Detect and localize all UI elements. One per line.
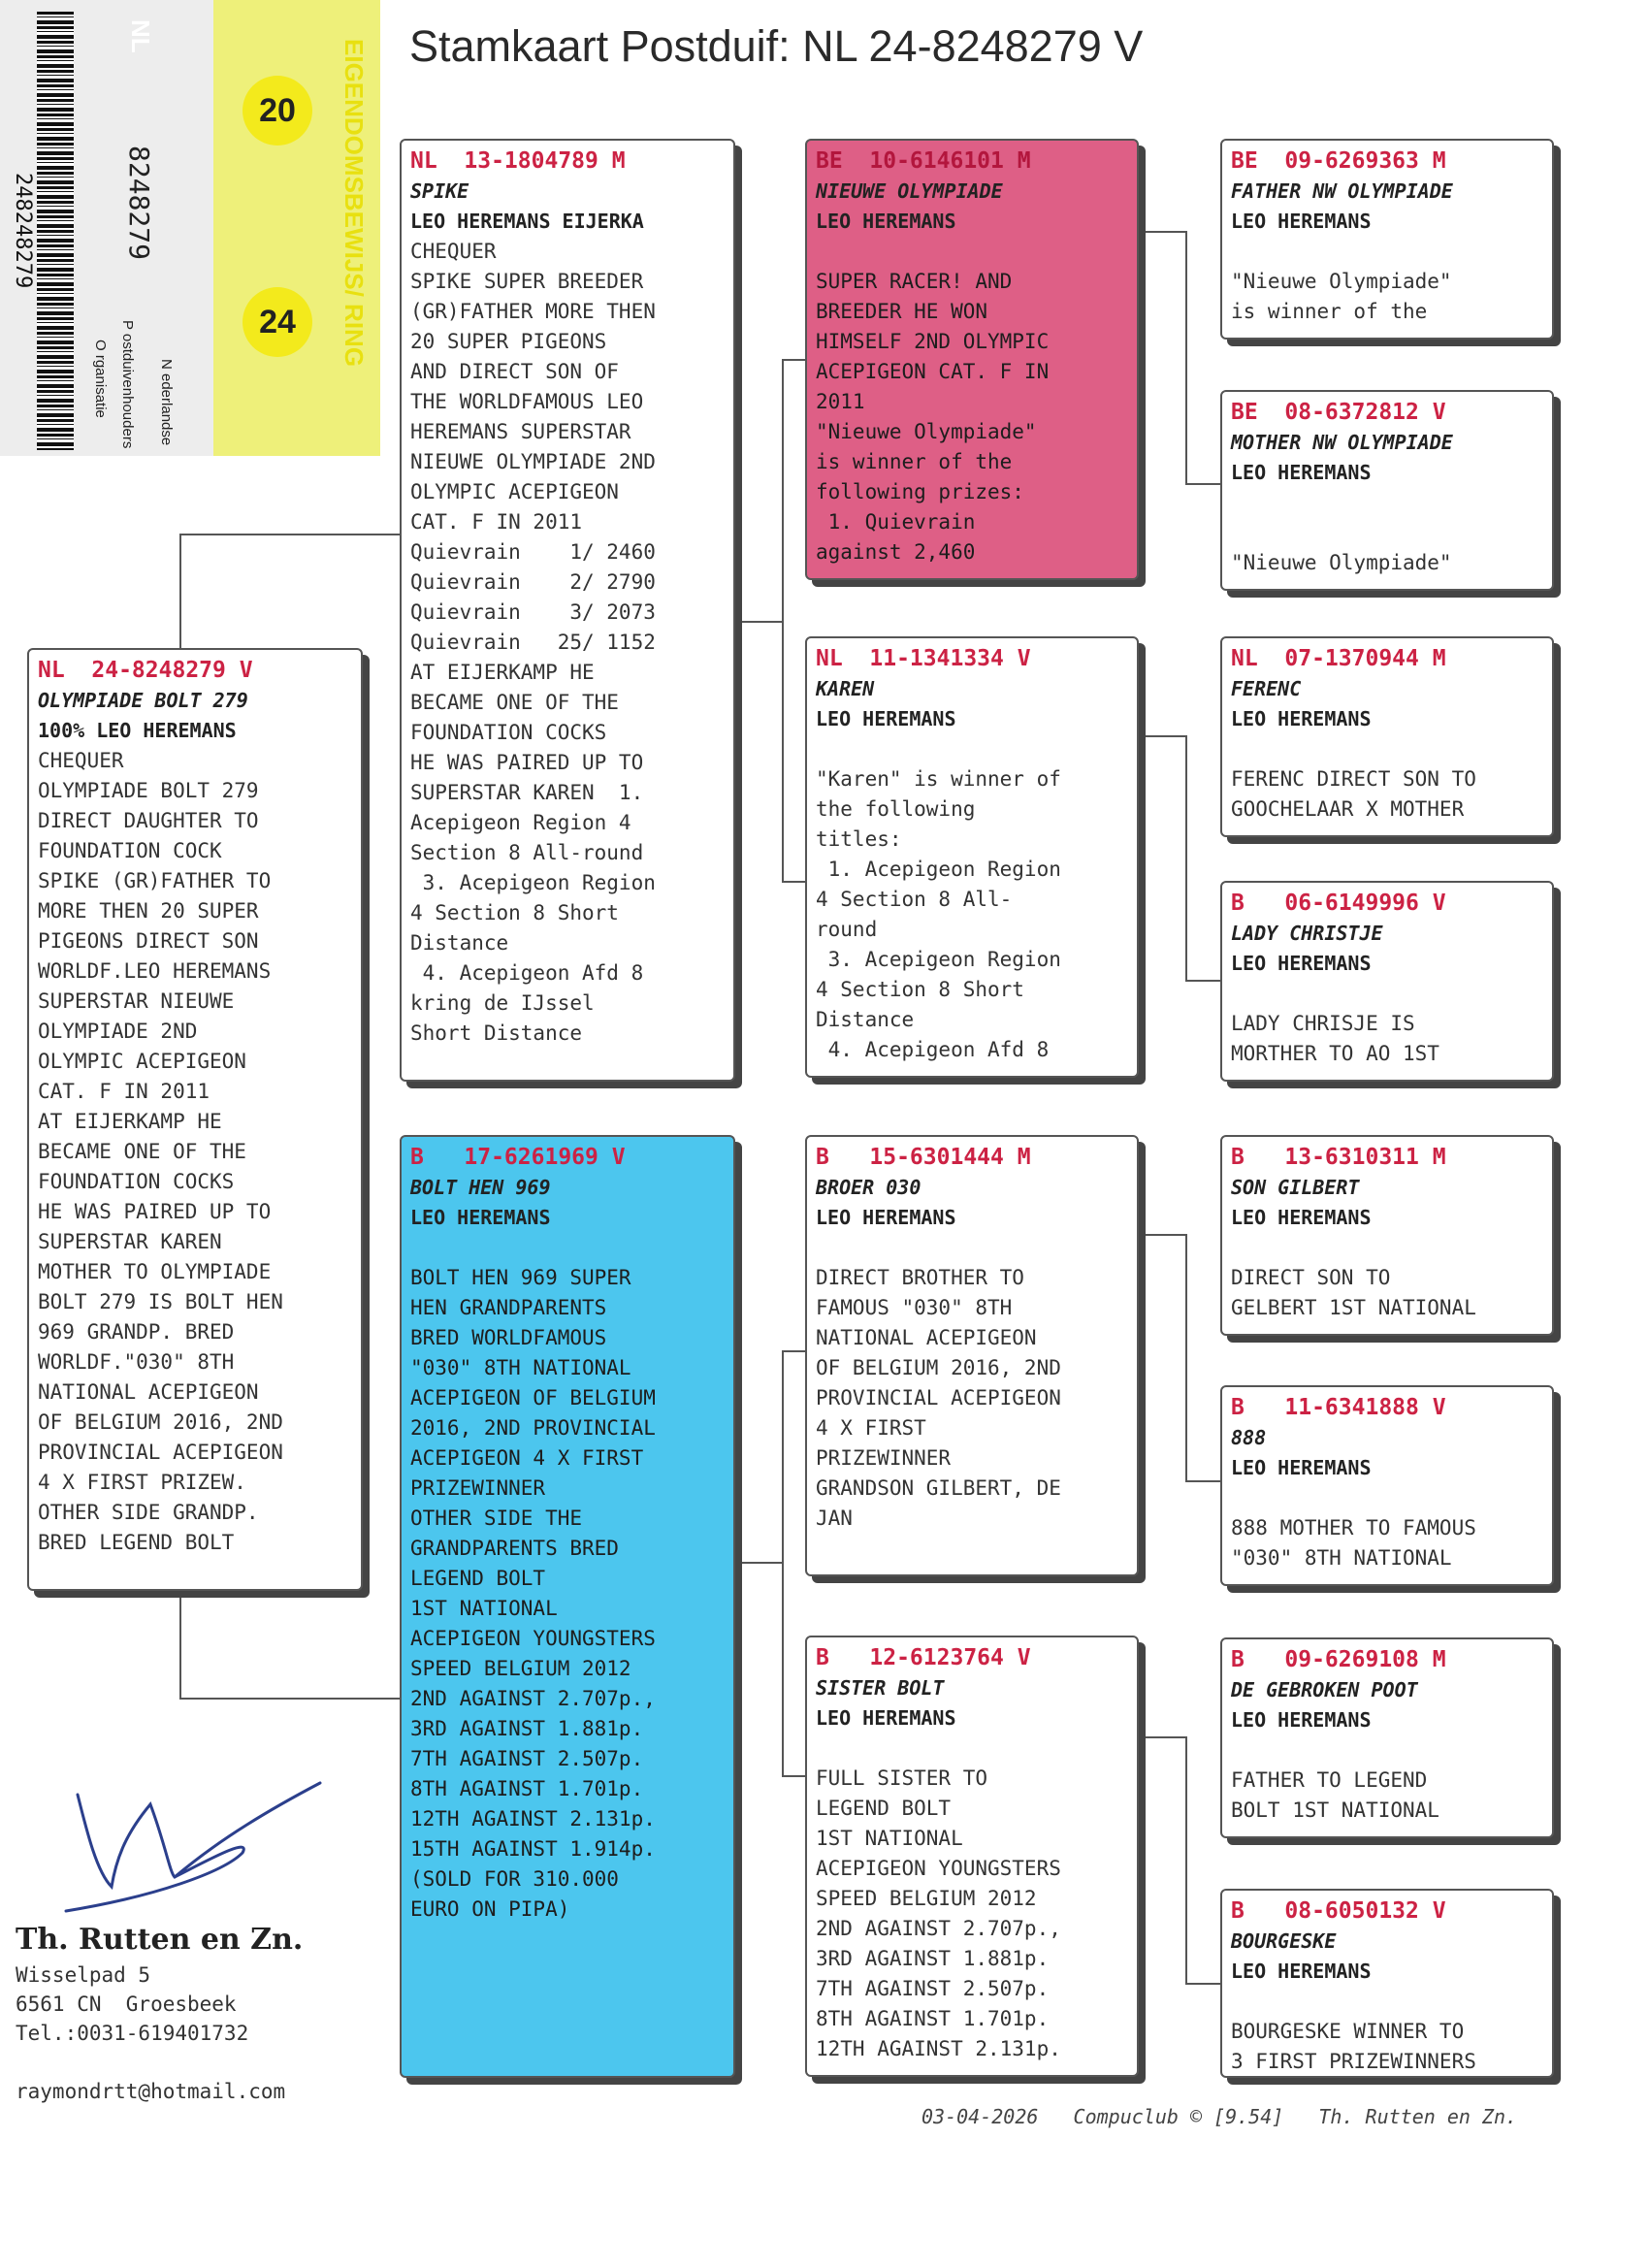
info-line: (GR)FATHER MORE THEN: [410, 300, 656, 323]
pigeon-card-fmf: [1220, 636, 1554, 837]
info-line: "Nieuwe Olympiade": [816, 420, 1037, 443]
info-line: OLYMPIADE 2ND: [38, 1020, 198, 1043]
info-line: is winner of the: [816, 450, 1013, 473]
info-line: (SOLD FOR 310.000: [410, 1867, 619, 1891]
owner-street: Wisselpad 5: [16, 1963, 151, 1987]
info-line: FAMOUS "030" 8TH: [816, 1296, 1013, 1319]
info-line: is winner of the: [1231, 300, 1428, 323]
info-line: [1231, 237, 1544, 267]
info-line: JAN: [816, 1507, 853, 1530]
connector-to-mmm: [1185, 1983, 1220, 1985]
info-line: SPEED BELGIUM 2012: [410, 1657, 631, 1680]
breeder-name: LEO HEREMANS: [816, 1706, 956, 1730]
info-line: 3RD AGAINST 1.881p.: [410, 1717, 644, 1740]
info-line: ACEPIGEON YOUNGSTERS: [410, 1627, 656, 1650]
info-line: [1231, 1987, 1544, 2017]
pigeon-name: OLYMPIADE BOLT 279: [38, 689, 248, 712]
info-line: LEGEND BOLT: [410, 1567, 546, 1590]
info-line: 8TH AGAINST 1.701p.: [410, 1777, 644, 1800]
info-line: [816, 734, 1129, 764]
breeder-name: LEO HEREMANS: [1231, 952, 1372, 975]
info-line: BECAME ONE OF THE: [38, 1140, 246, 1163]
info-line: HE WAS PAIRED UP TO: [410, 751, 644, 774]
info-line: 4 Section 8 Short: [816, 978, 1024, 1001]
info-line: BECAME ONE OF THE: [410, 691, 619, 714]
info-line: BREEDER HE WON: [816, 300, 988, 323]
ring-number: BE 08-6372812 V: [1231, 400, 1446, 425]
connector-to-fmm: [1185, 980, 1220, 982]
info-line: "030" 8TH NATIONAL: [410, 1356, 631, 1379]
pigeon-card-mmm: [1220, 1889, 1554, 2078]
info-line: 8TH AGAINST 1.701p.: [816, 2007, 1050, 2030]
pigeon-name: SISTER BOLT: [816, 1676, 945, 1700]
pigeon-card-mm: [805, 1636, 1139, 2077]
info-line: the following: [816, 797, 976, 821]
ring-number: NL 11-1341334 V: [816, 646, 1031, 671]
info-line: AT EIJERKAMP HE: [38, 1110, 222, 1133]
connector-to-ff: [782, 359, 805, 361]
connector-ff-out: [1143, 231, 1187, 233]
info-line: FATHER TO LEGEND: [1231, 1768, 1428, 1792]
pigeon-name: FERENC: [1231, 677, 1302, 700]
pigeon-name: BOLT HEN 969: [410, 1176, 551, 1199]
connector-to-fm: [782, 881, 805, 883]
breeder-name: LEO HEREMANS: [1231, 707, 1372, 730]
info-line: 1ST NATIONAL: [816, 1827, 963, 1850]
info-line: FOUNDATION COCKS: [38, 1170, 235, 1193]
info-line: NATIONAL ACEPIGEON: [816, 1326, 1037, 1349]
info-line: ACEPIGEON YOUNGSTERS: [816, 1857, 1061, 1880]
info-line: SUPERSTAR KAREN: [38, 1230, 222, 1253]
breeder-name: LEO HEREMANS: [816, 210, 956, 233]
ring-number: B 12-6123764 V: [816, 1645, 1031, 1670]
info-line: SUPERSTAR NIEUWE: [38, 989, 235, 1013]
info-line: 4. Acepigeon Afd 8: [816, 1038, 1050, 1061]
info-line: LADY CHRISJE IS: [1231, 1012, 1415, 1035]
info-line: 2016, 2ND PROVINCIAL: [410, 1416, 656, 1440]
info-line: OLYMPIADE BOLT 279: [38, 779, 259, 802]
ring-number: BE 09-6269363 M: [1231, 148, 1446, 174]
info-line: SPIKE SUPER BREEDER: [410, 270, 644, 293]
info-line: 969 GRANDP. BRED: [38, 1320, 235, 1344]
info-line: OLYMPIC ACEPIGEON: [38, 1050, 246, 1073]
ring-number: B 15-6301444 M: [816, 1145, 1031, 1170]
pigeon-card-mfm: [1220, 1385, 1554, 1586]
info-line: BOLT HEN 969 SUPER: [410, 1266, 631, 1289]
connector-mf-out: [1143, 1234, 1187, 1236]
info-line: Short Distance: [410, 1021, 583, 1045]
footer-info: 03-04-2026 Compuclub © [9.54] Th. Rutten en Zn.: [922, 2105, 1518, 2128]
info-line: GELBERT 1ST NATIONAL: [1231, 1296, 1476, 1319]
info-line: EURO ON PIPA): [410, 1897, 570, 1921]
info-line: 12TH AGAINST 2.131p.: [816, 2037, 1061, 2060]
connector-to-mfm: [1185, 1480, 1220, 1482]
ring-number: B 06-6149996 V: [1231, 891, 1446, 916]
connector-ff-vertical: [1185, 231, 1187, 485]
pigeon-card-fmm: [1220, 881, 1554, 1082]
info-line: Acepigeon Region 4: [410, 811, 631, 834]
pigeon-card-father: [400, 139, 735, 1082]
info-line: PRIZEWINNER: [410, 1476, 546, 1500]
ring-tag-vertical-number: 248248279: [11, 173, 35, 289]
info-line: [816, 1733, 1129, 1764]
pigeon-name: BOURGESKE: [1231, 1929, 1337, 1953]
info-line: LEGEND BOLT: [816, 1797, 952, 1820]
info-line: 3RD AGAINST 1.881p.: [816, 1947, 1050, 1970]
breeder-name: LEO HEREMANS: [1231, 461, 1372, 484]
ring-number: B 09-6269108 M: [1231, 1647, 1446, 1672]
pigeon-card-subject: [27, 648, 363, 1591]
connector-mm-vertical: [1185, 1736, 1187, 1985]
info-line: [1231, 518, 1544, 548]
info-line: [410, 1233, 726, 1263]
info-line: OLYMPIC ACEPIGEON: [410, 480, 619, 503]
pigeon-name: KAREN: [816, 677, 875, 700]
breeder-name: LEO HEREMANS EIJERKA: [410, 210, 644, 233]
info-line: BOLT 1ST NATIONAL: [1231, 1798, 1439, 1822]
info-line: 4. Acepigeon Afd 8: [410, 961, 644, 985]
info-line: against 2,460: [816, 540, 976, 564]
connector-mm-out: [1143, 1736, 1187, 1738]
info-line: 3. Acepigeon Region: [410, 871, 656, 894]
info-line: CAT. F IN 2011: [38, 1080, 210, 1103]
info-line: Distance: [410, 931, 509, 955]
info-line: MOTHER TO OLYMPIADE: [38, 1260, 272, 1283]
info-line: Section 8 All-round: [410, 841, 644, 864]
info-line: 1. Quievrain: [816, 510, 976, 534]
info-line: 2ND AGAINST 2.707p.,: [816, 1917, 1061, 1940]
ring-number: B 08-6050132 V: [1231, 1898, 1446, 1924]
info-line: 3. Acepigeon Region: [816, 948, 1061, 971]
info-line: "Nieuwe Olympiade": [1231, 551, 1452, 574]
info-line: 1ST NATIONAL: [410, 1597, 558, 1620]
pigeon-name: 888: [1231, 1426, 1267, 1449]
info-line: [1231, 979, 1544, 1009]
pigeon-name: LADY CHRISTJE: [1231, 922, 1383, 945]
barcode: [37, 12, 74, 450]
connector-father-out: [739, 621, 784, 623]
ring-number: NL 13-1804789 M: [410, 148, 626, 174]
breeder-name: LEO HEREMANS: [410, 1206, 551, 1229]
info-line: Quievrain 25/ 1152: [410, 631, 656, 654]
info-line: FOUNDATION COCK: [38, 839, 222, 862]
info-line: [1231, 1735, 1544, 1766]
info-line: SPIKE (GR)FATHER TO: [38, 869, 272, 892]
info-line: SUPERSTAR KAREN 1.: [410, 781, 644, 804]
ring-tag-ring-text: EIGENDOMSBEWIJS/ RING: [340, 39, 369, 368]
pigeon-card-mmf: [1220, 1637, 1554, 1838]
connector-fm-vertical: [1185, 735, 1187, 982]
ring-tag-org-line-2: P ostduivenhouders: [119, 320, 136, 449]
pigeon-card-mff: [1220, 1135, 1554, 1336]
info-line: Distance: [816, 1008, 915, 1031]
pigeon-name: DE GEBROKEN POOT: [1231, 1678, 1418, 1701]
ring-tag-number: 8248279: [123, 146, 155, 261]
pigeon-name: SPIKE: [410, 179, 469, 203]
info-line: "Nieuwe Olympiade": [1231, 270, 1452, 293]
info-line: 4 Section 8 Short: [410, 901, 619, 924]
connector-mother-vertical: [782, 1350, 784, 1777]
info-line: ACEPIGEON CAT. F IN: [816, 360, 1050, 383]
pigeon-card-mf: [805, 1135, 1139, 1576]
info-line: DIRECT BROTHER TO: [816, 1266, 1024, 1289]
connector-to-mm: [782, 1775, 805, 1777]
pigeon-card-mother: [400, 1135, 735, 2078]
info-line: PIGEONS DIRECT SON: [38, 929, 259, 953]
ring-tag-year-right: 24: [242, 287, 312, 357]
info-line: SPEED BELGIUM 2012: [816, 1887, 1037, 1910]
info-line: CHEQUER: [38, 749, 124, 772]
info-line: PROVINCIAL ACEPIGEON: [38, 1441, 283, 1464]
info-line: AND DIRECT SON OF: [410, 360, 619, 383]
breeder-name: LEO HEREMANS: [816, 707, 956, 730]
info-line: BRED LEGEND BOLT: [38, 1531, 235, 1554]
info-line: "030" 8TH NATIONAL: [1231, 1546, 1452, 1570]
breeder-name: LEO HEREMANS: [816, 1206, 956, 1229]
info-line: "Karen" is winner of: [816, 767, 1061, 791]
info-line: BOLT 279 IS BOLT HEN: [38, 1290, 283, 1313]
breeder-name: LEO HEREMANS: [1231, 1708, 1372, 1732]
breeder-name: LEO HEREMANS: [1231, 1960, 1372, 1983]
info-line: OF BELGIUM 2016, 2ND: [816, 1356, 1061, 1379]
info-line: 4 X FIRST PRIZEW.: [38, 1471, 246, 1494]
info-line: 1. Acepigeon Region: [816, 858, 1061, 881]
connector-fm-out: [1143, 735, 1187, 737]
info-line: 3 FIRST PRIZEWINNERS: [1231, 2050, 1476, 2073]
connector-to-mf: [782, 1350, 805, 1352]
info-line: HE WAS PAIRED UP TO: [38, 1200, 272, 1223]
info-line: OF BELGIUM 2016, 2ND: [38, 1410, 283, 1434]
pigeon-name: NIEUWE OLYMPIADE: [816, 179, 1003, 203]
info-line: 7TH AGAINST 2.507p.: [816, 1977, 1050, 2000]
info-line: DIRECT SON TO: [1231, 1266, 1391, 1289]
ring-number: B 13-6310311 M: [1231, 1145, 1446, 1170]
ring-tag-org-line-3: O rganisatie: [92, 340, 109, 418]
breeder-name: LEO HEREMANS: [1231, 1456, 1372, 1479]
info-line: [1231, 734, 1544, 764]
info-line: [1231, 488, 1544, 518]
info-line: HEREMANS SUPERSTAR: [410, 420, 631, 443]
info-line: round: [816, 918, 878, 941]
info-line: kring de IJssel: [410, 991, 595, 1015]
info-line: OTHER SIDE THE: [410, 1507, 583, 1530]
breeder-name: LEO HEREMANS: [1231, 1206, 1372, 1229]
connector-father-vertical: [782, 359, 784, 883]
info-line: 2011: [816, 390, 865, 413]
breeder-name: LEO HEREMANS: [1231, 210, 1372, 233]
info-line: FULL SISTER TO: [816, 1766, 988, 1790]
info-line: THE WORLDFAMOUS LEO: [410, 390, 644, 413]
signature: [58, 1766, 340, 1921]
info-line: 15TH AGAINST 1.914p.: [410, 1837, 656, 1861]
info-line: WORLDF."030" 8TH: [38, 1350, 235, 1374]
ring-number: B 17-6261969 V: [410, 1145, 626, 1170]
info-line: following prizes:: [816, 480, 1024, 503]
ring-tag-org-line-1: N ederlandse: [158, 359, 175, 446]
connector-mother-out: [739, 1562, 784, 1564]
pigeon-name: BROER 030: [816, 1176, 922, 1199]
ring-tag: [0, 0, 380, 456]
info-line: ACEPIGEON 4 X FIRST: [410, 1446, 644, 1470]
info-line: CHEQUER: [410, 240, 497, 263]
pigeon-name: MOTHER NW OLYMPIADE: [1231, 431, 1453, 454]
pigeon-card-fff: [1220, 139, 1554, 340]
ring-tag-country: NL: [126, 19, 155, 53]
info-line: Quievrain 1/ 2460: [410, 540, 656, 564]
info-line: [816, 237, 1129, 267]
pigeon-name: SON GILBERT: [1231, 1176, 1360, 1199]
info-line: 2ND AGAINST 2.707p.,: [410, 1687, 656, 1710]
pigeon-card-ffm: [1220, 390, 1554, 591]
info-line: 20 SUPER PIGEONS: [410, 330, 607, 353]
ring-number: B 11-6341888 V: [1231, 1395, 1446, 1420]
info-line: CAT. F IN 2011: [410, 510, 583, 534]
connector-mf-vertical: [1185, 1234, 1187, 1482]
info-line: SUPER RACER! AND: [816, 270, 1013, 293]
info-line: NATIONAL ACEPIGEON: [38, 1380, 259, 1404]
connector-to-mother: [179, 1698, 400, 1700]
connector-to-father: [179, 534, 400, 535]
info-line: ACEPIGEON OF BELGIUM: [410, 1386, 656, 1409]
info-line: FERENC DIRECT SON TO: [1231, 767, 1476, 791]
owner-phone: Tel.:0031-619401732: [16, 2022, 249, 2045]
pigeon-name: FATHER NW OLYMPIADE: [1231, 179, 1453, 203]
info-line: NIEUWE OLYMPIADE 2ND: [410, 450, 656, 473]
info-line: OTHER SIDE GRANDP.: [38, 1501, 259, 1524]
info-line: BRED WORLDFAMOUS: [410, 1326, 607, 1349]
info-line: 7TH AGAINST 2.507p.: [410, 1747, 644, 1770]
ring-number: NL 07-1370944 M: [1231, 646, 1446, 671]
info-line: GRANDPARENTS BRED: [410, 1537, 619, 1560]
info-line: HIMSELF 2ND OLYMPIC: [816, 330, 1050, 353]
info-line: 4 X FIRST: [816, 1416, 926, 1440]
info-line: Quievrain 3/ 2073: [410, 600, 656, 624]
info-line: GOOCHELAAR X MOTHER: [1231, 797, 1465, 821]
info-line: [816, 1233, 1129, 1263]
ring-number: NL 24-8248279 V: [38, 658, 253, 683]
info-line: MORTHER TO AO 1ST: [1231, 1042, 1439, 1065]
info-line: 12TH AGAINST 2.131p.: [410, 1807, 656, 1831]
owner-city: 6561 CN Groesbeek: [16, 1993, 237, 2016]
pigeon-card-fm: [805, 636, 1139, 1078]
info-line: PROVINCIAL ACEPIGEON: [816, 1386, 1061, 1409]
ring-tag-year-left: 20: [242, 76, 312, 146]
owner-email[interactable]: raymondrtt@hotmail.com: [16, 2080, 286, 2103]
breeder-name: 100% LEO HEREMANS: [38, 719, 237, 742]
info-line: FOUNDATION COCKS: [410, 721, 607, 744]
info-line: titles:: [816, 827, 902, 851]
info-line: HEN GRANDPARENTS: [410, 1296, 607, 1319]
info-line: WORLDF.LEO HEREMANS: [38, 959, 272, 983]
info-line: BOURGESKE WINNER TO: [1231, 2020, 1465, 2043]
page-title: Stamkaart Postduif: NL 24-8248279 V: [409, 21, 1144, 71]
info-line: Quievrain 2/ 2790: [410, 570, 656, 594]
info-line: 4 Section 8 All-: [816, 888, 1013, 911]
info-line: PRIZEWINNER: [816, 1446, 952, 1470]
ring-number: BE 10-6146101 M: [816, 148, 1031, 174]
info-line: 888 MOTHER TO FAMOUS: [1231, 1516, 1476, 1539]
info-line: [1231, 1233, 1544, 1263]
info-line: AT EIJERKAMP HE: [410, 661, 595, 684]
info-line: [1231, 1483, 1544, 1513]
pigeon-card-ff: [805, 139, 1139, 580]
info-line: MORE THEN 20 SUPER: [38, 899, 259, 923]
owner-name: Th. Rutten en Zn.: [16, 1923, 304, 1957]
info-line: DIRECT DAUGHTER TO: [38, 809, 259, 832]
info-line: GRANDSON GILBERT, DE: [816, 1476, 1061, 1500]
connector-to-ffm: [1185, 483, 1220, 485]
